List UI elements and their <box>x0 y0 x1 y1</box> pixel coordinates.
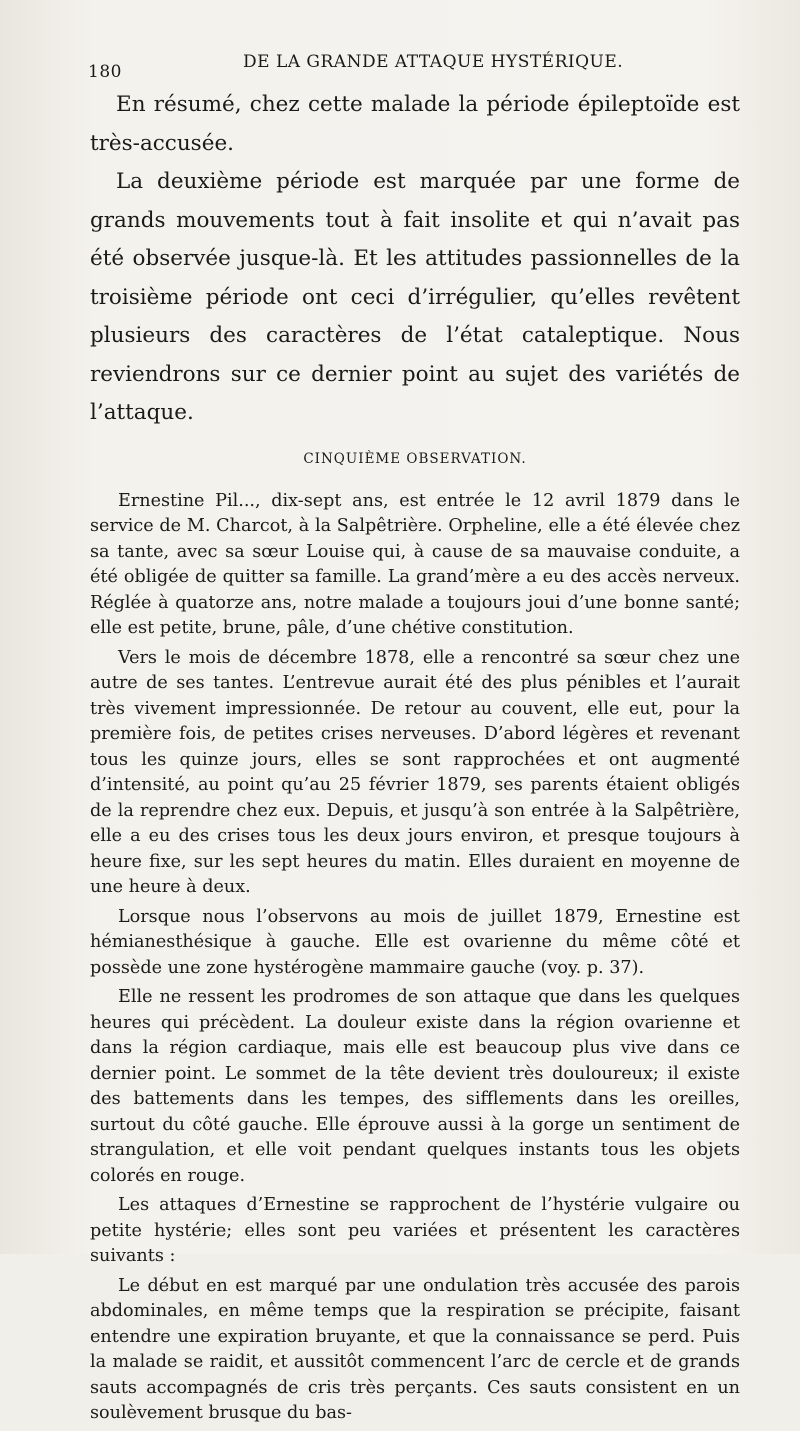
intro-paragraph: En résumé, chez cette malade la période épileptoïde est très-accusée. <box>90 92 740 156</box>
running-title: DE LA GRANDE ATTAQUE HYSTÉRIQUE. <box>243 52 624 72</box>
observation-paragraph: Elle ne ressent les prodromes de son attaque que dans les quelques heures qui précèdent. La douleur existe dans la région ovarienne et dans la région cardiaque, mais elle est beaucoup plus vive dans ce dernier point. Le sommet de la tête devient très douloureux; il existe des battements dans les tempes, des sifflements dans les oreilles, surtout du côté gauche. Elle éprouve aussi à la gorge un sentiment de strangulation, et elle voit pendant quelques instants tous les objets colorés en rouge. <box>90 987 740 1186</box>
intro-paragraph: La deuxième période est marquée par une forme de grands mouvements tout à fait insolite et qui n’avait pas été observée jusque-là. Et les attitudes passionnelles de la troisième période ont ceci d’irrégulier, qu’elles revêtent plusieurs des caractères de l’état cataleptique. Nous reviendrons sur ce dernier point au sujet des variétés de l’attaque. <box>90 169 740 425</box>
observation-section <box>90 489 740 1427</box>
body-text <box>90 86 740 1431</box>
section-title: CINQUIÈME OBSERVATION. <box>303 450 527 467</box>
observation-paragraph: Le début en est marqué par une ondulation très accusée des parois abdominales, en même temps que la respiration se précipite, faisant entendre une expiration bruyante, et que la connaissance se perd. Puis la malade se raidit, et aussitôt commencent l’arc de cercle et de grands sauts accompagnés de cris très perçants. Ces sauts consistent en un soulèvement brusque du bas- <box>90 1275 740 1423</box>
observation-paragraph: Ernestine Pil..., dix-sept ans, est entrée le 12 avril 1879 dans le service de M. Charcot, à la Salpêtrière. Orpheline, elle a été élevée chez sa tante, avec sa sœur Louise qui, à cause de sa mauvaise conduite, a été obligée de quitter sa famille. La grand’mère a eu des accès nerveux. Réglée à quatorze ans, notre malade a toujours joui d’une bonne santé; elle est petite, brune, pâle, d’une chétive constitution. <box>90 490 740 638</box>
intro-section <box>90 86 740 433</box>
observation-paragraph: Vers le mois de décembre 1878, elle a rencontré sa sœur chez une autre de ses tantes. L’entrevue aurait été des plus pénibles et l’aurait très vivement impressionnée. De retour au couvent, elle eut, pour la première fois, de petites crises nerveuses. D’abord légères et revenant tous les quinze jours, elles se sont rapprochées et ont augmenté d’intensité, au point qu’au 25 février 1879, ses parents étaient obligés de la reprendre chez eux. Depuis, et jusqu’à son entrée à la Salpêtrière, elle a eu des crises tous les deux jours environ, et presque toujours à heure fixe, sur les sept heures du matin. Elles duraient en moyenne de une heure à deux. <box>90 647 740 897</box>
observation-paragraph: Les attaques d’Ernestine se rapprochent de l’hystérie vulgaire ou petite hystérie; elles sont peu variées et présentent les caractères suivants : <box>90 1195 740 1266</box>
page-number: 180 <box>88 62 122 82</box>
observation-paragraph: Lorsque nous l’observons au mois de juillet 1879, Ernestine est hémianesthésique à gauche. Elle est ovarienne du même côté et possède une zone hystérogène mammaire gauche (voy. p. 37). <box>90 906 740 978</box>
